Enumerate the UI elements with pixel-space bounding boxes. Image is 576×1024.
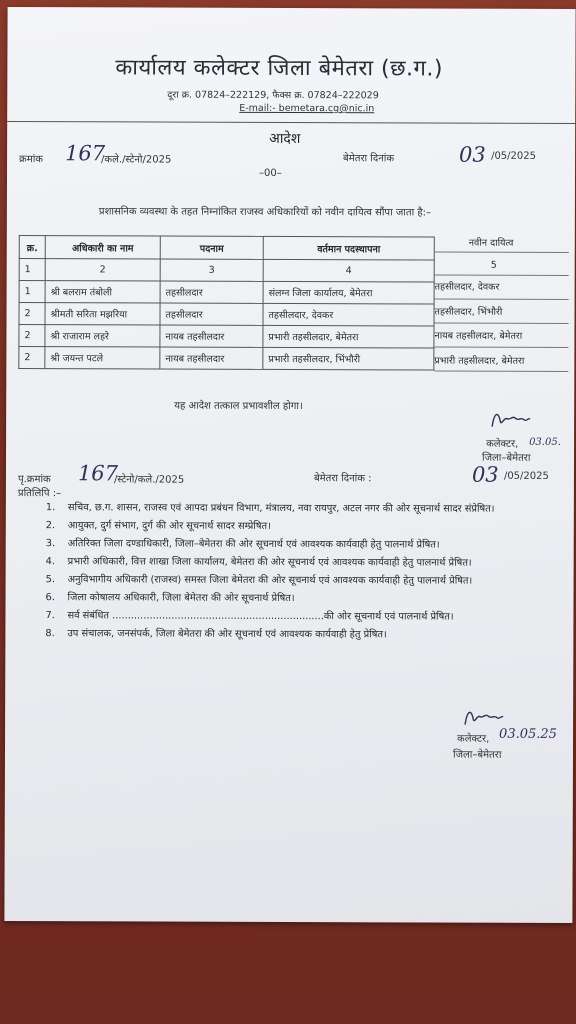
table-cell: नायब तहसीलदार, बेमेतरा: [434, 330, 523, 342]
list-item-number: 7.: [45, 610, 55, 622]
list-item-number: 5.: [45, 574, 55, 586]
signature2-date-handwritten: 03.05.25: [499, 726, 557, 742]
list-item-text: उप संचालक, जनसंपर्क, जिला बेमेतरा की ओर सूचनार्थ एवं आवश्यक कार्यवाही हेतु प्रेषित।: [67, 628, 387, 641]
office-title: कार्यालय कलेक्टर जिला बेमेतरा (छ.ग.): [115, 55, 444, 82]
table-cell: श्री बलराम तंबोली: [45, 281, 160, 303]
list-item: [46, 501, 566, 517]
list-item: [46, 555, 566, 571]
table-cell: श्रीमती सरिता मझरिया: [45, 303, 160, 325]
header-rule: [7, 121, 575, 124]
copy-label: प्रतिलिपि :–: [17, 488, 62, 500]
table-cell: नायब तहसीलदार: [160, 325, 263, 347]
order-heading: आदेश: [269, 130, 301, 148]
col5-rule: [434, 323, 568, 324]
order-number-handwritten: 167: [65, 141, 106, 166]
list-item-number: 2.: [45, 520, 56, 532]
endorsement-date-day-handwritten: 03: [471, 462, 499, 487]
endorsement-number-suffix: /स्टेनो/कले./2025: [113, 474, 185, 486]
list-item-text: सर्व संबंधित ....................................................................की ओर सूचनार्थ एवं पालनार्थ प्रेषित।: [67, 610, 454, 623]
order-intro: प्रशासनिक व्यवस्था के तहत निम्नांकित राजस्व अधिकारियों को नवीन दायित्व सौंपा जाता है:–: [98, 206, 432, 219]
list-item: [45, 609, 565, 625]
list-item: [46, 591, 566, 607]
table-cell: तहसीलदार, भिंभौरी: [434, 306, 503, 318]
col5-rule: [435, 252, 569, 253]
signature1-designation: कलेक्टर,: [486, 438, 519, 450]
endorsement-number-handwritten: 167: [77, 461, 119, 486]
list-item: [46, 573, 566, 589]
list-item: [45, 627, 565, 643]
table-header: वर्तमान पदस्थापना: [263, 236, 434, 260]
table-header-row: [19, 236, 434, 260]
document-page: [4, 7, 575, 923]
list-item-number: 6.: [45, 592, 55, 604]
list-item-text: जिला कोषालय अधिकारी, जिला बेमेतरा की ओर सूचनार्थ प्रेषित।: [67, 592, 295, 605]
table-header: नवीन दायित्व: [468, 237, 514, 249]
endorsement-place-date-label: बेमेतरा दिनांक :: [313, 473, 372, 485]
order-date-day-handwritten: 03: [459, 142, 486, 167]
list-item-number: 8.: [45, 628, 55, 640]
table-cell: श्री जयन्त पटले: [45, 347, 160, 369]
endorsement-date-rest: /05/2025: [503, 470, 549, 482]
officer-table: [18, 235, 434, 370]
signature2-district: जिला–बेमेतरा: [452, 749, 502, 761]
table-cell: तहसीलदार, देवकर: [434, 281, 500, 293]
list-item: [46, 537, 566, 553]
list-item-number: 3.: [45, 538, 56, 550]
contact-numbers: दूरा क्र. 07824–222129, फैक्स क्र. 07824–222029: [167, 89, 379, 102]
table-cell: 2: [19, 347, 45, 369]
table-cell: तहसीलदार, देवकर: [263, 303, 434, 326]
table-row: [19, 281, 434, 304]
col-number: 3: [160, 259, 263, 281]
col-number: 4: [263, 259, 434, 282]
signature1-date-handwritten: 03.05.: [529, 436, 561, 448]
table-cell: 2: [19, 303, 45, 325]
order-separator: –00–: [258, 167, 282, 179]
table-header: अधिकारी का नाम: [45, 236, 160, 259]
col-number: 1: [19, 259, 45, 281]
email-address: E-mail:- bemetara.cg@nic.in: [239, 102, 375, 115]
table-cell: श्री राजाराम लहरे: [45, 325, 160, 347]
list-item-text: अनुविभागीय अधिकारी (राजस्व) समस्त जिला बेमेतरा की ओर सूचनार्थ एवं आवश्यक कार्यवाही हेतु पालनार्थ प्रेषित।: [67, 574, 473, 587]
col5-rule: [435, 299, 569, 300]
list-item-number: 1.: [45, 502, 56, 514]
table-cell: तहसीलदार: [160, 281, 263, 303]
table-cell: संलग्न जिला कार्यालय, बेमेतरा: [263, 281, 434, 304]
table-cell: तहसीलदार: [160, 303, 263, 325]
order-number-suffix: /कले./स्टेनो/2025: [101, 154, 172, 166]
table-cell: नायब तहसीलदार: [160, 347, 263, 369]
table-cell: प्रभारी तहसीलदार, भिंभौरी: [263, 347, 434, 370]
collector-signature: [488, 407, 532, 433]
col5-rule: [434, 347, 568, 348]
col5-rule: [434, 371, 568, 372]
effect-note: यह आदेश तत्काल प्रभावशील होगा।: [174, 400, 303, 413]
list-item-text: आयुक्त, दुर्ग संभाग, दुर्ग की ओर सूचनार्थ सादर सम्प्रेषित।: [67, 520, 271, 532]
list-item: [46, 519, 566, 535]
table-header: पदनाम: [160, 236, 263, 259]
list-item-number: 4.: [45, 556, 56, 568]
signature1-district: जिला–बेमेतरा: [482, 452, 531, 464]
order-date-rest: /05/2025: [491, 150, 537, 162]
table-row: [19, 303, 434, 326]
table-cell: 1: [19, 281, 45, 303]
table-cell: प्रभारी तहसीलदार, बेमेतरा: [263, 325, 434, 348]
table-row: [19, 347, 434, 370]
endorsement-number-prefix: पृ.क्रमांक: [17, 474, 51, 486]
table-header: क्र.: [19, 236, 45, 259]
list-item-text: अतिरिक्त जिला दण्डाधिकारी, जिला–बेमेतरा की ओर सूचनार्थ एवं आवश्यक कार्यवाही हेतु पालनार्थ प्रेषित।: [67, 538, 440, 551]
list-item-text: सचिव, छ.ग. शासन, राजस्व एवं आपदा प्रबंधन विभाग, मंत्रालय, नवा रायपुर, अटल नगर की ओर सूचनार्थ सादर संप्रेषित।: [67, 502, 495, 515]
col5-rule: [435, 275, 569, 276]
table-row: [19, 325, 434, 348]
table-col-number-row: [19, 259, 434, 282]
order-number-prefix: क्रमांक: [19, 154, 44, 166]
signature2-designation: कलेक्टर,: [457, 733, 490, 745]
copy-list: [45, 501, 565, 647]
col-number: 2: [45, 259, 160, 281]
list-item-text: प्रभारी अधिकारी, वित्त शाखा जिला कार्यालय, बेमेतरा की ओर सूचनार्थ एवं आवश्यक कार्यवाही हेतु पालनार्थ प्रेषित।: [67, 556, 472, 569]
order-place-date-label: बेमेतरा दिनांक: [343, 153, 395, 165]
table-cell: प्रभारी तहसीलदार, बेमेतरा: [434, 355, 525, 367]
col-number: 5: [490, 259, 497, 271]
table-cell: 2: [19, 325, 45, 347]
